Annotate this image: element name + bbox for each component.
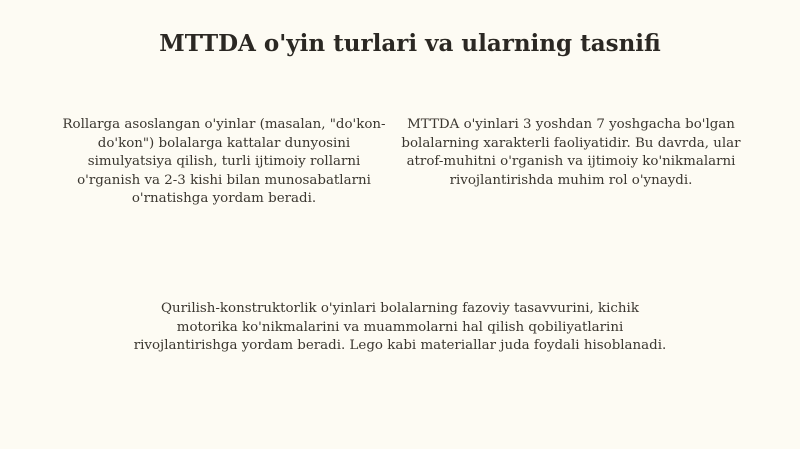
role-play-games-text: Rollarga asoslangan o'yinlar (masalan, "do'kon-do'kon") bolalarga kattalar dunyosini simulyatsiya qilish, turli ijtimoiy rollarni o'rganish va 2-3 kishi bilan munosabatlarni o'rnatishga yordam beradi.	[62, 117, 386, 207]
preschool-games-text: MTTDA o'yinlari 3 yoshdan 7 yoshgacha bo'lgan bolalarning xarakterli faoliyatidir. Bu davrda, ular atrof-muhitni o'rganish va ijtimoiy ko'nikmalarni rivojlantirishda muhim rol o'ynaydi.	[401, 117, 741, 188]
construction-games-text: Qurilish-konstruktorlik o'yinlari bolalarning fazoviy tasavvurini, kichik motorika ko'nikmalarini va muammolarni hal qilish qobiliyatlarini rivojlantirishga yordam beradi. Lego kabi materiallar juda foydali hisoblanadi.	[133, 301, 667, 354]
slide-title: MTTDA o'yin turlari va ularning tasnifi	[159, 30, 661, 57]
